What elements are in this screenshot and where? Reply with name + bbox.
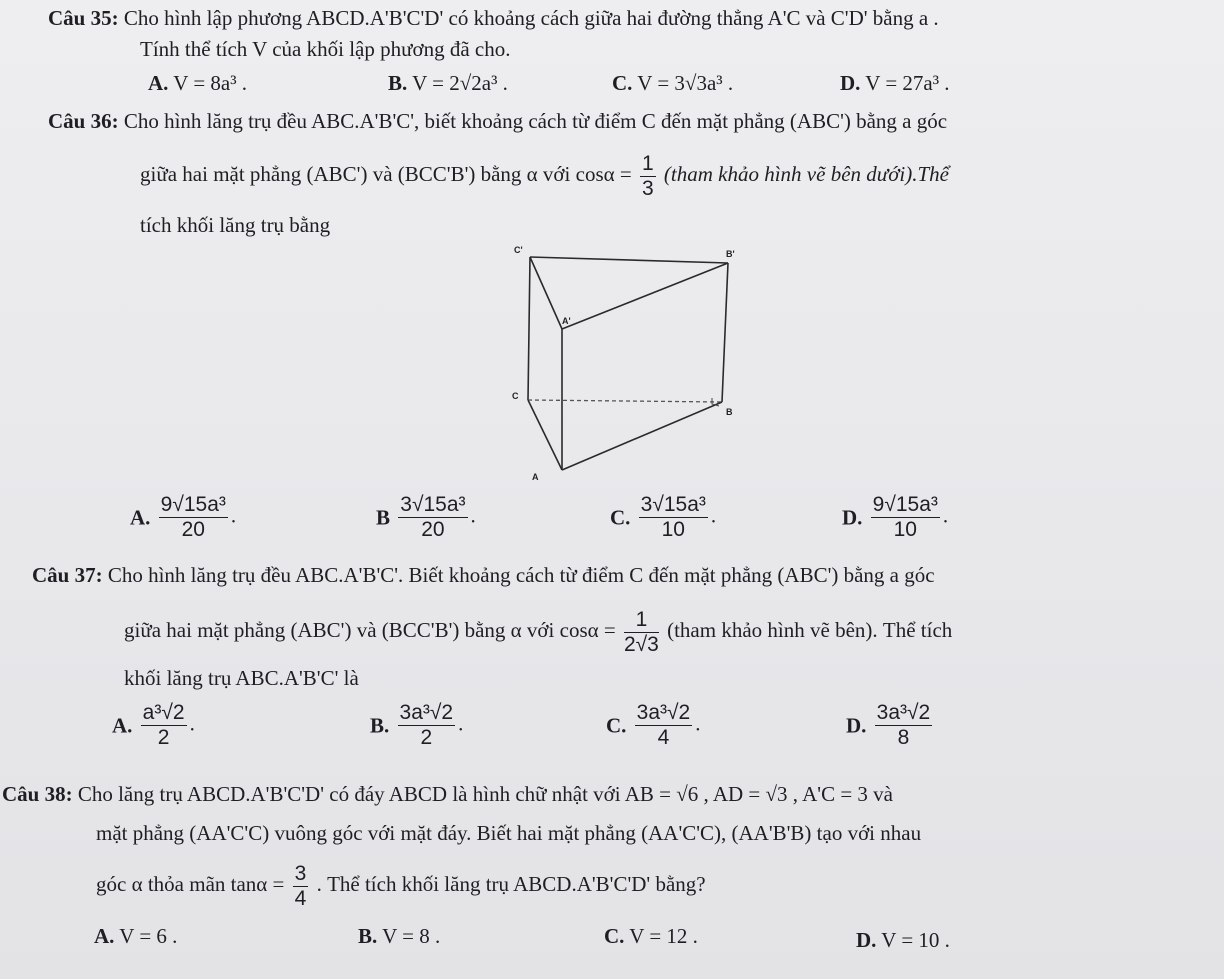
label-a1: A' xyxy=(562,316,571,326)
edge-c1-c xyxy=(528,257,530,400)
q36-option-c[interactable]: C. $\frac{\text{3√15a³}}{10}$ . xyxy=(610,493,717,541)
q37-option-b[interactable]: B. $\frac{\text{3a³√2}}{2}$ . xyxy=(370,701,464,749)
edge-a1-b1 xyxy=(562,263,728,329)
edge-b1-b xyxy=(722,263,728,402)
q38-option-c[interactable]: C. V = 12 . xyxy=(604,924,698,948)
q38-option-d[interactable]: D. V = 10 . xyxy=(856,928,950,952)
q37-line-1 xyxy=(32,562,935,588)
q36-cos-fraction: $\frac{1}{3}$ xyxy=(641,151,654,200)
edge-a-b xyxy=(562,402,722,470)
edge-c-a xyxy=(528,400,562,470)
prism-figure xyxy=(500,236,760,486)
q37-text-2a: giữa hai mặt phẳng (ABC') và (BCC'B') bằng α với cosα = xyxy=(124,618,616,642)
label-a: A xyxy=(532,472,539,482)
q38-text-2: mặt phẳng (AA'C'C) vuông góc với mặt đáy. Biết hai mặt phẳng (AA'C'C), (AA'B'B) tạo với nhau xyxy=(96,821,922,845)
edge-c1-b1 xyxy=(530,257,728,263)
q36-text-2a: giữa hai mặt phẳng (ABC') và (BCC'B') bằng α với cosα = xyxy=(140,162,632,186)
edge-c1-a1 xyxy=(530,257,562,329)
q38-text-3b: . Thể tích khối lăng trụ ABCD.A'B'C'D' bằng? xyxy=(316,872,706,896)
q35-option-d[interactable]: D. V = 27a³ . xyxy=(840,71,950,95)
q35-text-1: Cho hình lập phương ABCD.A'B'C'D' có khoảng cách giữa hai đường thẳng A'C và C'D' bằng a . xyxy=(123,6,939,30)
q38-label: Câu 38: xyxy=(2,782,73,806)
q35-option-a[interactable]: A. V = 8a³ . xyxy=(148,71,248,95)
q36-label: Câu 36: xyxy=(48,109,119,133)
q37-option-a[interactable]: A. $\frac{\text{a³√2}}{2}$ . xyxy=(112,701,195,749)
label-c: C xyxy=(512,391,519,401)
q36-option-d[interactable]: D. $\frac{\text{9√15a³}}{10}$ . xyxy=(842,493,949,541)
q36-line-2 xyxy=(140,148,949,200)
q37-text-2b: (tham khảo hình vẽ bên). Thể tích xyxy=(667,618,953,642)
q38-text-1: Cho lăng trụ ABCD.A'B'C'D' có đáy ABCD là hình chữ nhật với AB = √6 , AD = √3 , A'C = 3 và xyxy=(77,782,893,806)
q38-line-3 xyxy=(96,858,706,910)
q37-option-c[interactable]: C. $\frac{\text{3a³√2}}{4}$ . xyxy=(606,701,701,749)
label-b1: B' xyxy=(726,249,735,259)
q35-line-1 xyxy=(48,5,939,31)
label-b: B xyxy=(726,407,733,417)
q38-line-1 xyxy=(2,781,893,807)
q37-text-1: Cho hình lăng trụ đều ABC.A'B'C'. Biết khoảng cách từ điểm C đến mặt phẳng (ABC') bằng a góc xyxy=(107,563,935,587)
q35-text-2: Tính thể tích V của khối lập phương đã cho. xyxy=(140,37,511,61)
q35-label: Câu 35: xyxy=(48,6,119,30)
q36-text-3: tích khối lăng trụ bằng xyxy=(140,213,331,237)
q37-option-d[interactable]: D. $\frac{\text{3a³√2}}{8}$ xyxy=(846,701,931,749)
label-c1: C' xyxy=(514,245,523,255)
q36-text-2b: (tham khảo hình vẽ bên dưới).Thể xyxy=(663,162,950,186)
q36-option-b[interactable]: B $\frac{\text{3√15a³}}{20}$ . xyxy=(376,493,476,541)
q35-option-c[interactable]: C. V = 3√3a³ . xyxy=(612,71,734,95)
q36-line-1 xyxy=(48,108,947,134)
q37-cos-fraction: $\frac{1}{2√3}$ xyxy=(623,607,659,656)
q36-option-a[interactable]: A. $\frac{\text{9√15a³}}{20}$ . xyxy=(130,493,237,541)
q37-label: Câu 37: xyxy=(32,563,103,587)
q38-tan-fraction: $\frac{3}{4}$ xyxy=(294,861,307,910)
q37-text-3: khối lăng trụ ABC.A'B'C' là xyxy=(124,666,359,690)
q38-option-a[interactable]: A. V = 6 . xyxy=(94,924,178,948)
q36-text-1: Cho hình lăng trụ đều ABC.A'B'C', biết khoảng cách từ điểm C đến mặt phẳng (ABC') bằng a góc xyxy=(123,109,948,133)
q38-option-b[interactable]: B. V = 8 . xyxy=(358,924,441,948)
edge-c-b-hidden xyxy=(528,400,722,402)
q38-text-3a: góc α thỏa mãn tanα = xyxy=(96,872,285,896)
q37-line-2 xyxy=(124,604,952,656)
q35-option-b[interactable]: B. V = 2√2a³ . xyxy=(388,71,508,95)
